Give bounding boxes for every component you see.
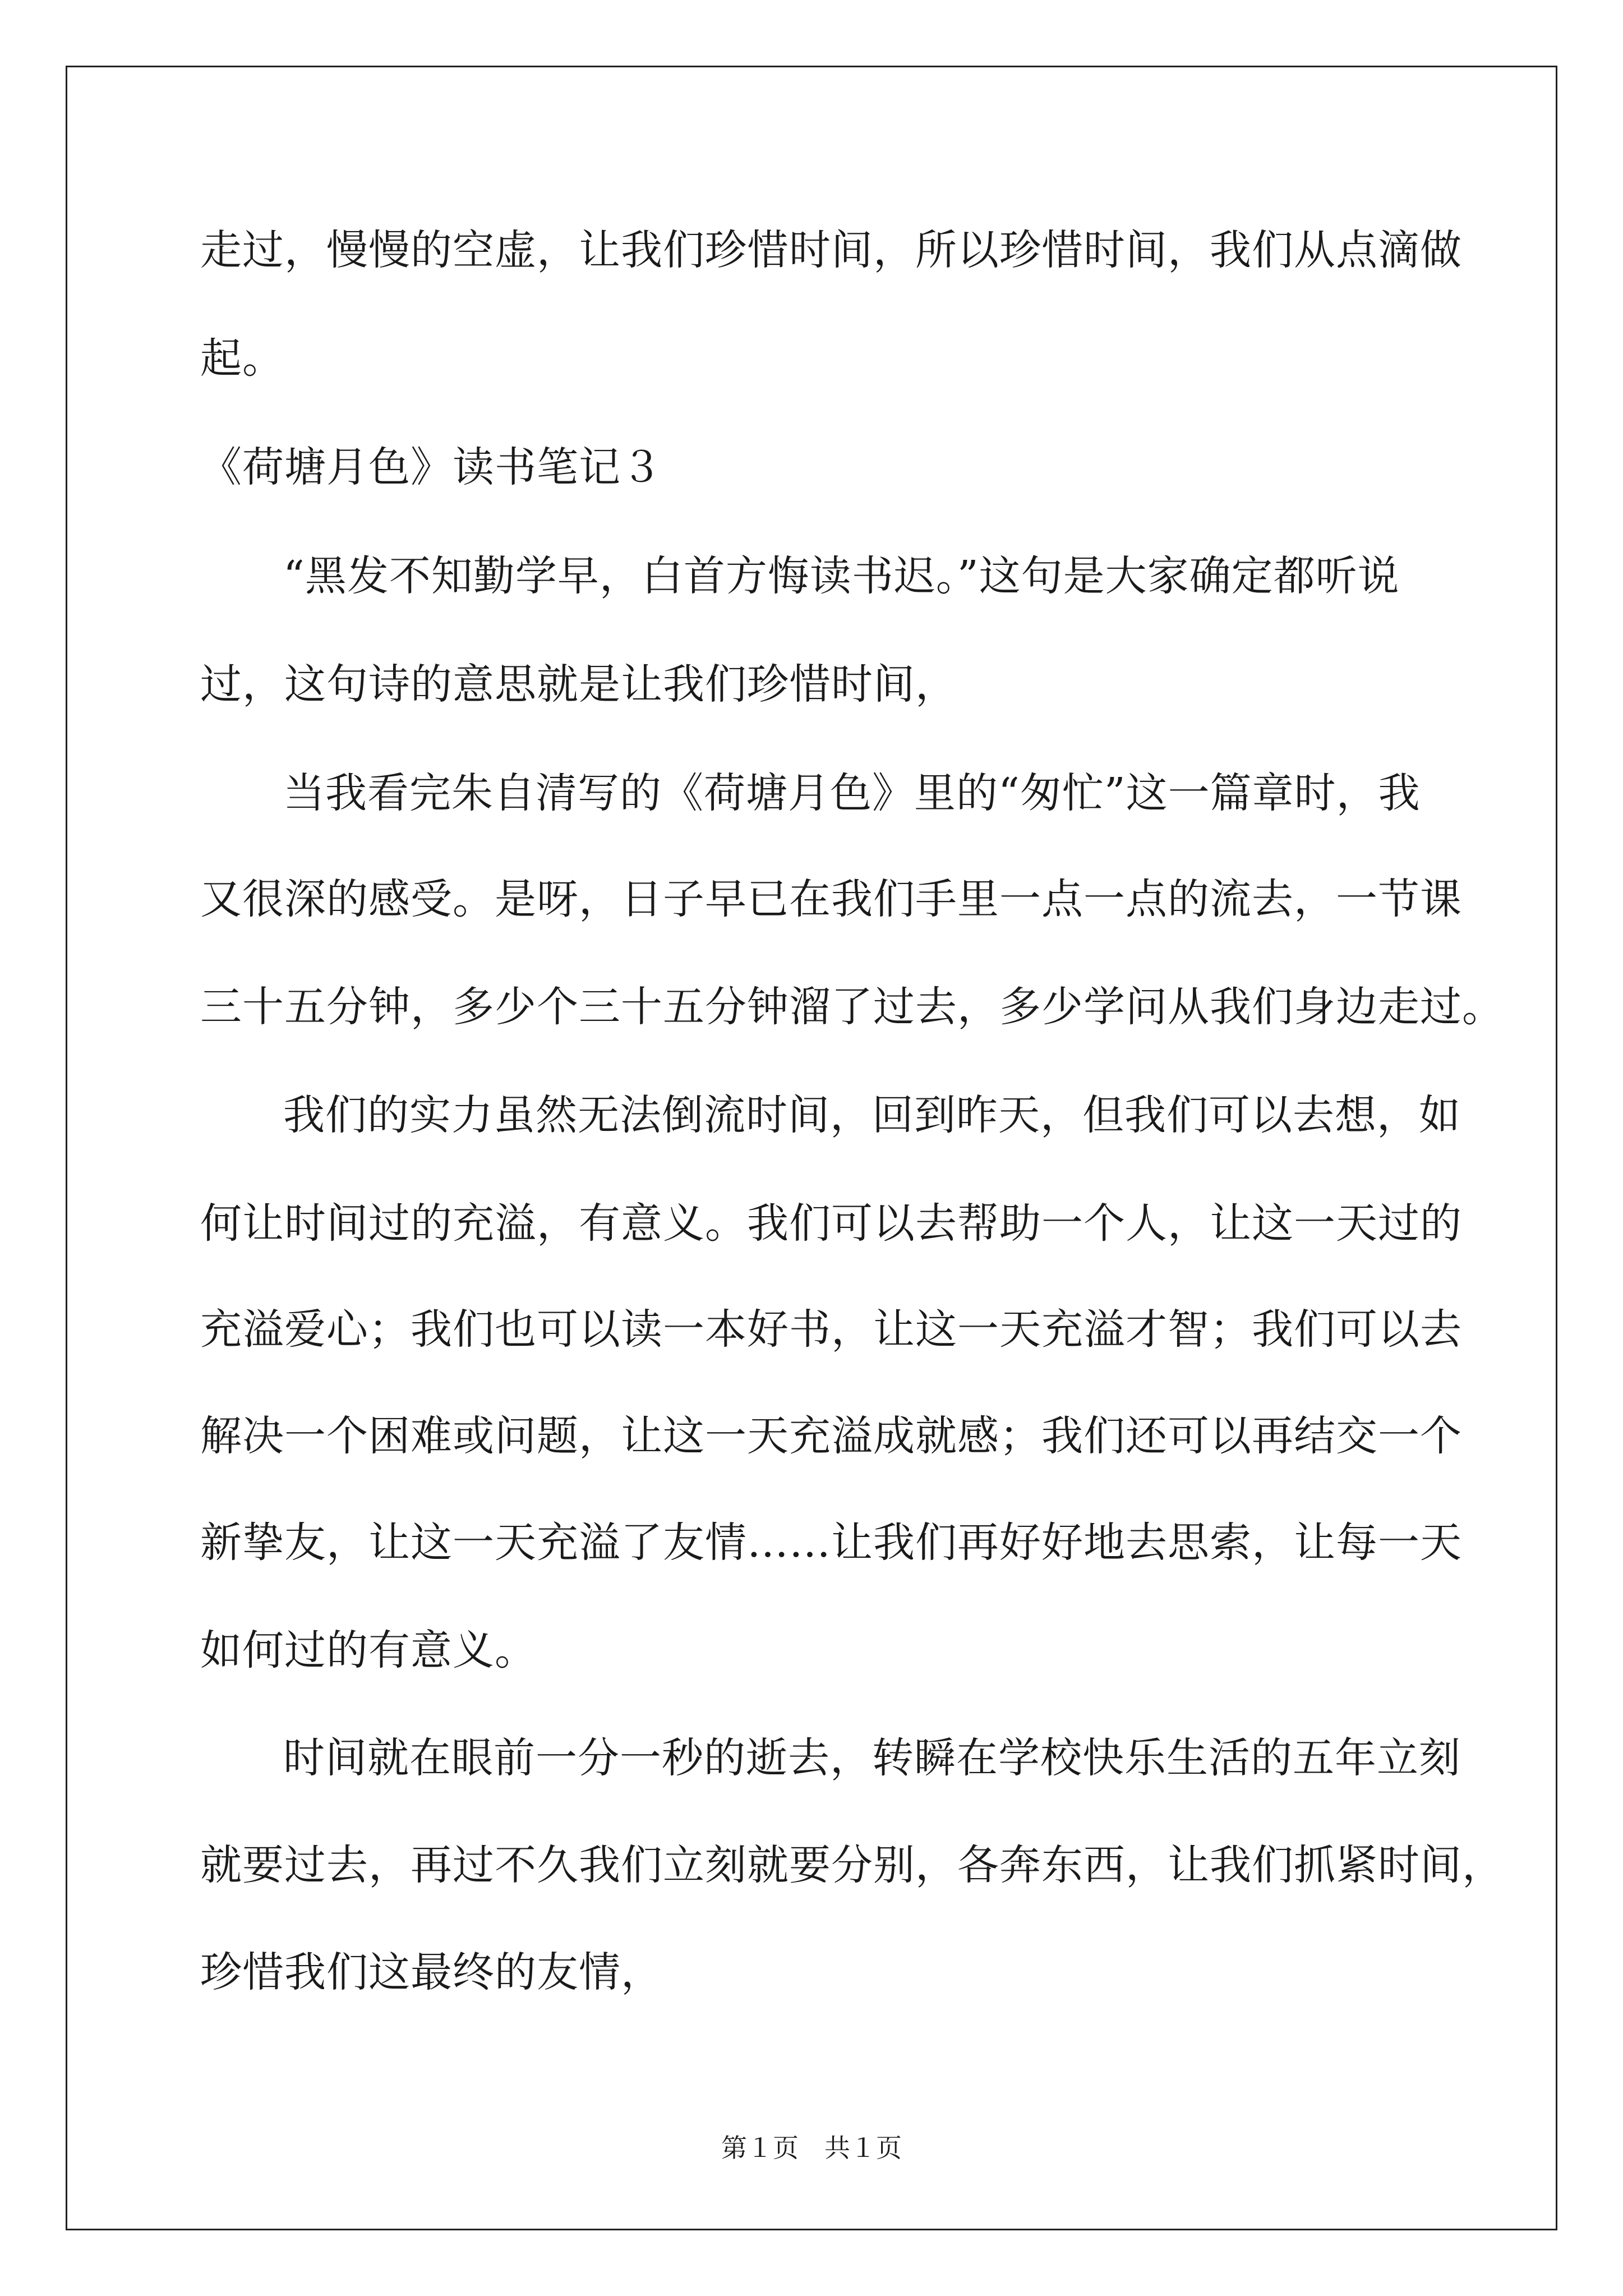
page-border	[66, 66, 1557, 2230]
page-number: 第１页 共１页	[721, 2133, 902, 2163]
section-heading: 《荷塘月色》读书笔记３	[200, 443, 663, 491]
text-line: 如何过的有意义。	[200, 1626, 537, 1674]
text-line: 就要过去，再过不久我们立刻就要分别，各奔东西，让我们抓紧时间，	[200, 1841, 1504, 1889]
text-line: 当我看完朱自清写的《荷塘月色》里的“匆忙”这一篇章时，我	[283, 769, 1421, 817]
text-line: 我们的实力虽然无法倒流时间，回到昨天，但我们可以去想，如	[283, 1091, 1461, 1139]
text-line: 过，这句诗的意思就是让我们珍惜时间，	[200, 660, 957, 708]
text-line: 解决一个困难或问题，让这一天充溢成就感；我们还可以再结交一个	[200, 1412, 1462, 1460]
text-line: 时间就在眼前一分一秒的逝去，转瞬在学校快乐生活的五年立刻	[283, 1734, 1461, 1782]
text-line: 起。	[200, 334, 284, 383]
text-line: “黑发不知勤学早，白首方悔读书迟。”这句是大家确定都听说	[283, 552, 1400, 600]
text-line: 何让时间过的充溢，有意义。我们可以去帮助一个人，让这一天过的	[200, 1199, 1462, 1248]
text-line: 珍惜我们这最终的友情，	[200, 1948, 663, 1996]
text-line: 新挚友，让这一天充溢了友情……让我们再好好地去思索，让每一天	[200, 1519, 1462, 1567]
text-line: 走过，慢慢的空虚，让我们珍惜时间，所以珍惜时间，我们从点滴做	[200, 226, 1462, 274]
text-line: 充溢爱心；我们也可以读一本好书，让这一天充溢才智；我们可以去	[200, 1305, 1462, 1354]
text-line: 又很深的感受。是呀，日子早已在我们手里一点一点的流去，一节课	[200, 875, 1462, 923]
text-line: 三十五分钟，多少个三十五分钟溜了过去，多少学问从我们身边走过。	[200, 983, 1504, 1031]
